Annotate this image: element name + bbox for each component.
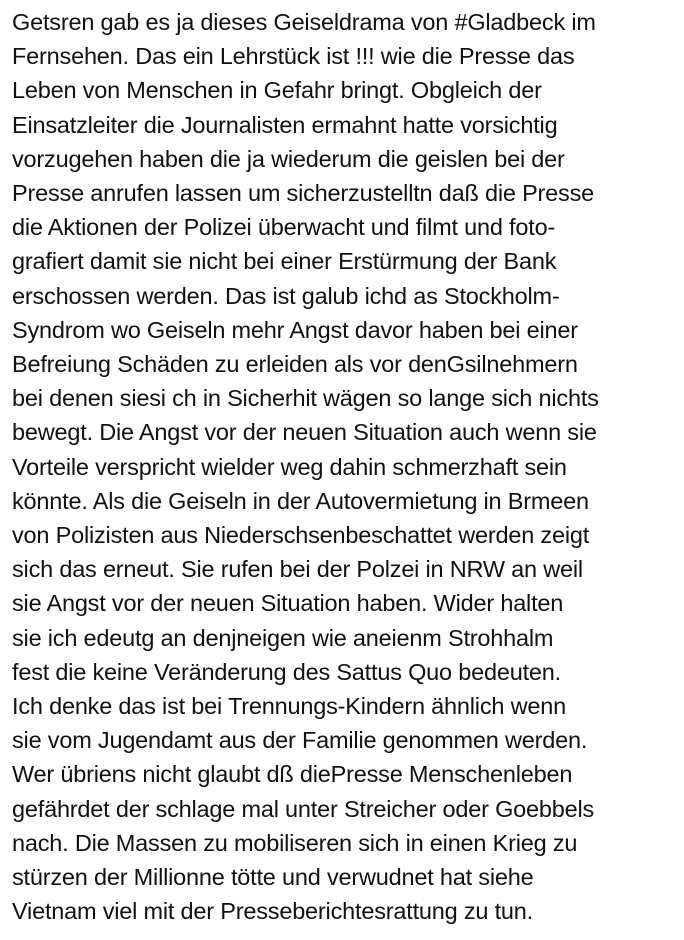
text-line: bei denen siesi ch in Sicherhit wägen so lange sich nichts (12, 385, 599, 412)
text-line: vorzugehen haben die ja wiederum die geislen bei der (12, 145, 565, 172)
text-line: Befreiung Schäden zu erleiden als vor denGsilnehmern (12, 351, 578, 378)
document-body (12, 5, 680, 928)
text-line: fest die keine Veränderung des Sattus Quo bedeuten. (12, 658, 561, 685)
text-line: erschossen werden. Das ist galub ichd as Stockholm- (12, 282, 560, 309)
text-line: sich das erneut. Sie rufen bei der Polzei in NRW an weil (12, 556, 583, 583)
text-line: Vietnam viel mit der Presseberichtesrattung zu tun. (12, 898, 533, 925)
text-line: Syndrom wo Geiseln mehr Angst davor haben bei einer (12, 316, 578, 343)
text-line: die Aktionen der Polizei überwacht und filmt und foto- (12, 214, 556, 241)
text-line: sie ich edeutg an denjneigen wie aneienm Strohhalm (12, 624, 554, 651)
text-line: Vorteile verspricht wielder weg dahin schmerzhaft sein (12, 453, 567, 480)
text-line: von Polizisten aus Niederschsenbeschattet werden zeigt (12, 522, 590, 549)
text-line: nach. Die Massen zu mobiliseren sich in einen Krieg zu (12, 829, 578, 856)
text-line: grafiert damit sie nicht bei einer Erstürmung der Bank (12, 248, 557, 275)
text-line: Leben von Menschen in Gefahr bringt. Obgleich der (12, 77, 542, 104)
text-line: Fernsehen. Das ein Lehrstück ist !!! wie die Presse das (12, 43, 575, 70)
text-line: Presse anrufen lassen um sicherzustelltn daß die Presse (12, 180, 595, 207)
text-line: gefährdet der schlage mal unter Streicher oder Goebbels (12, 795, 595, 822)
text-line: Ich denke das ist bei Trennungs-Kindern ähnlich wenn (12, 693, 566, 720)
text-line: könnte. Als die Geiseln in der Autovermietung in Brmeen (12, 487, 589, 514)
text-line: bewegt. Die Angst vor der neuen Situation auch wenn sie (12, 419, 597, 446)
text-line: Wer übriens nicht glaubt dß diePresse Menschenleben (12, 761, 573, 788)
text-line: Einsatzleiter die Journalisten ermahnt hatte vorsichtig (12, 111, 558, 138)
text-line: sie Angst vor der neuen Situation haben. Wider halten (12, 590, 564, 617)
text-line: stürzen der Millionne tötte und verwudnet hat siehe (12, 864, 534, 891)
text-line: sie vom Jugendamt aus der Familie genommen werden. (12, 727, 588, 754)
text-line: Getsren gab es ja dieses Geiseldrama von #Gladbeck im (12, 9, 596, 35)
